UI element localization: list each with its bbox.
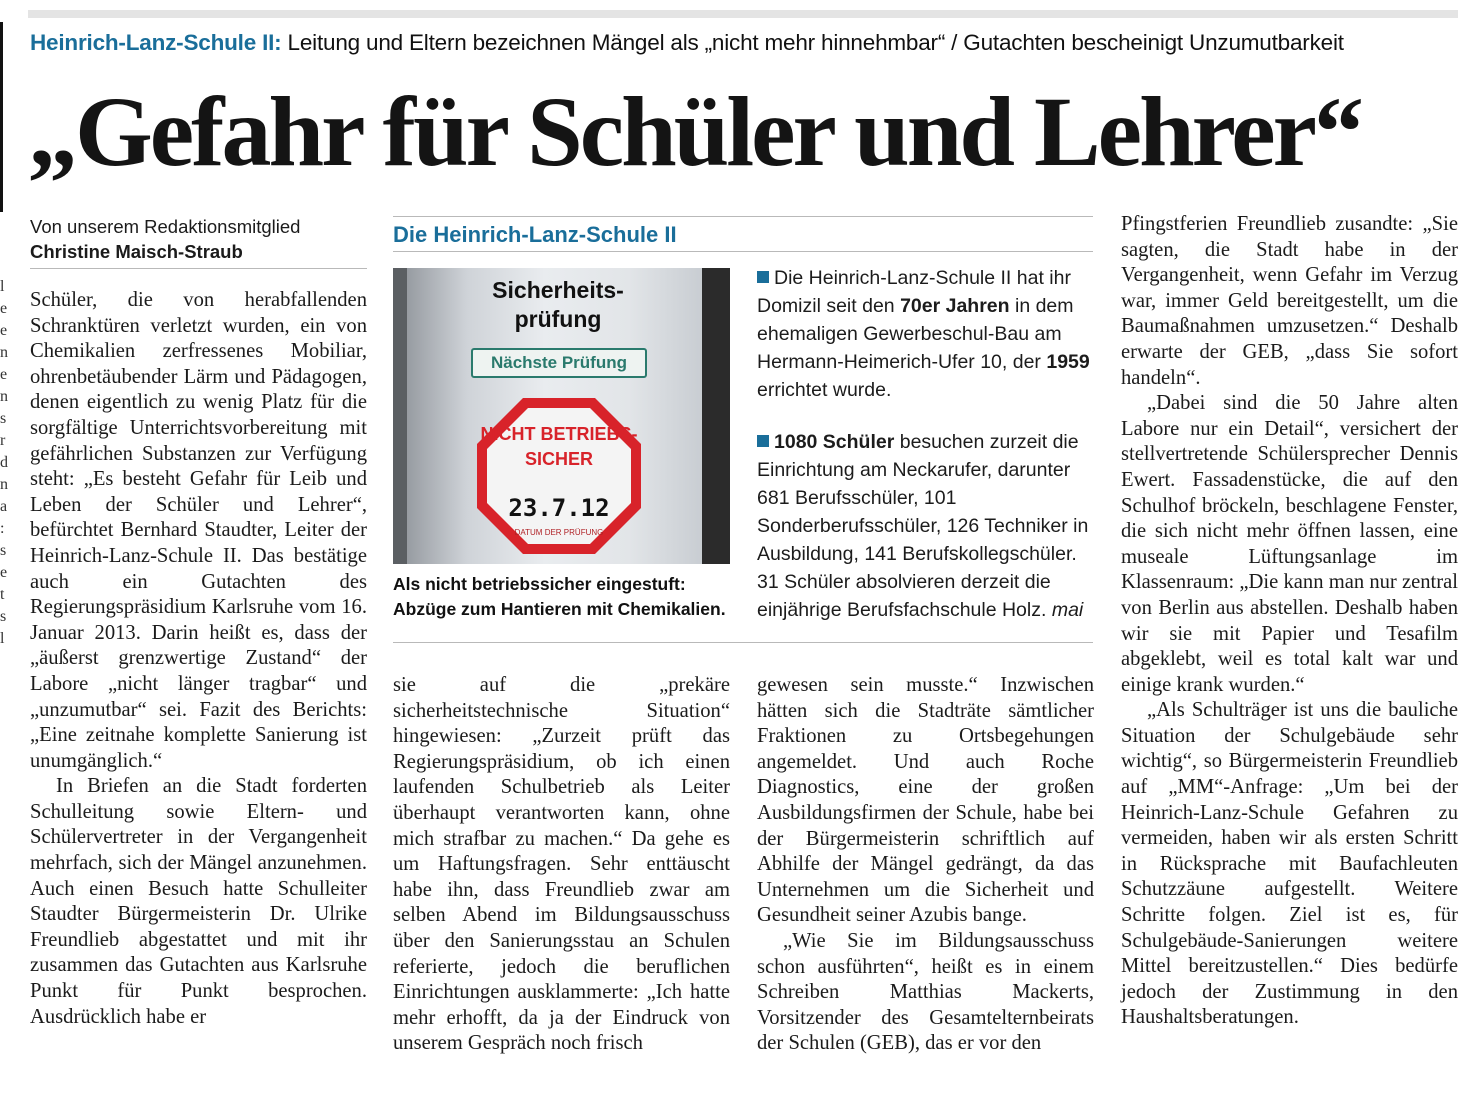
infobox-top-rule	[393, 216, 1093, 217]
warning-sticker	[473, 394, 645, 558]
kicker-lead: Heinrich-Lanz-Schule II:	[30, 30, 282, 55]
photo-next-test-label: Nächste Prüfung	[471, 348, 647, 378]
infobox-title-rule	[393, 251, 1093, 252]
fact-bullet-icon	[757, 271, 769, 283]
column1-paragraph-1: Schüler, die von herabfallenden Schranktüren verletzt wurden, ein von Chemikalien zerfressenes Mobiliar, ohrenbetäubender Lärm und Pädagogen, denen eigentlich zu wenig Platz für die sorgfältige Unterrichtsvorbereitung mit gefährlichen Substanzen zur Verfügung steht: „Es besteht Gefahr für Leib und Leben der Schüler und Lehrer“, befürchtet Bernhard Staudter, Leiter der Heinrich-Lanz-Schule II. Das bestätige auch ein Gutachten des Regierungspräsidium Karlsruhe vom 16. Januar 2013. Darin heißt es, dass der „äußerst grenzwertige Zustand“ der Labore „nicht länger tragbar“ und „unzumutbar“ sei. Fazit des Berichts: „Eine zeitnahe komplette Sanierung ist unumgänglich.“	[30, 289, 367, 772]
sticker-text: NICHT BETRIEBS-SICHER	[480, 424, 638, 469]
left-margin-rule	[0, 22, 3, 212]
column1-paragraph-2: In Briefen an die Stadt forderten Schulleitung sowie Eltern- und Schülervertreter in der Vergangenheit mehrfach, sich der Mängel anzunehmen. Auch einen Besuch hatte Schulleiter Staudter Bürgermeisterin Dr. Ulrike Freundlieb abgestattet und mit ihr zusammen das Gutachten aus Karlsruhe Punkt für Punkt besprochen. Ausdrücklich habe er	[30, 775, 367, 1028]
left-edge-fragments: l e e n e n s r d n a : s e t s l	[0, 278, 8, 647]
sticker-date: 23.7.12	[508, 494, 610, 522]
article-column-4	[1121, 212, 1458, 1031]
byline-rule	[30, 268, 367, 269]
headline: „Gefahr für Schüler und Lehrer“	[28, 76, 1362, 187]
infobox-bottom-rule	[393, 642, 1093, 643]
fact-1: Die Heinrich-Lanz-Schule II hat ihr Domizil seit den 70er Jahren in dem ehemaligen Gewerbeschul-Bau am Hermann-Heimerich-Ufer 10, der 1959 errichtet wurde.	[757, 267, 1090, 401]
photo-label-title: Sicherheits-prüfung	[492, 277, 624, 332]
byline-prefix: Von unserem Redaktionsmitglied	[30, 216, 301, 237]
article-column-3	[757, 673, 1094, 1057]
column2-paragraph-1: sie auf die „prekäre sicherheitstechnische Situation“ hingewiesen: „Zurzeit prüft das Regierungspräsidium, ob ich einen laufenden Schulbetrieb als Leiter überhaupt verantworten kann, ohne mich strafbar zu machen.“ Da gehe es um Haftungsfragen. Sehr enttäuscht habe ihn, dass Freundlieb zwar am selben Abend im Bildungsausschuss über den Sanierungsstau an Schulen referierte, jedoch die beruflichen Einrichtungen ausklammerte: „Ich hatte mehr erhofft, da ja der Eindruck von unserem Gespräch noch frisch	[393, 674, 730, 1055]
column3-paragraph-1: gewesen sein musste.“ Inzwischen hätten sich die Stadträte sämtlicher Fraktionen zu Ortsbegehungen angemeldet. Und auch Roche Diagnostics, eine der großen Ausbildungsfirmen der Schule, habe bei der Bürgermeisterin schriftlich auf Abhilfe der Mängel gedrängt, da das Unternehmen um die Sicherheit und Gesundheit seiner Azubis bange.	[757, 674, 1094, 927]
column3-paragraph-2: „Wie Sie im Bildungsausschuss schon ausführten“, heißt es in einem Schreiben Matthias Mackerts, Vorsitzender des Gesamtelternbeirats der Schulen (GEB), das er vor den	[757, 929, 1094, 1055]
column4-paragraph-1: Pfingstferien Freundlieb zusandte: „Sie sagten, die Stadt habe in der Vergangenheit, wenn Gefahr im Verzug war, immer Geld bereitgestellt, um die Baumaßnahmen umzusetzen.“ Deshalb erwarte der GEB, „dass Sie sofort handeln“.	[1121, 213, 1458, 389]
infobox-facts	[757, 264, 1102, 624]
top-divider	[28, 10, 1458, 18]
kicker-text: Leitung und Eltern bezeichnen Mängel als „nicht mehr hinnehmbar“ / Gutachten bescheinigt Unzumutbarkeit	[281, 30, 1344, 55]
infobox-title: Die Heinrich-Lanz-Schule II	[393, 222, 677, 247]
photo-caption: Als nicht betriebssicher eingestuft: Abzüge zum Hantieren mit Chemikalien.	[393, 574, 726, 619]
fact-bullet-icon	[757, 435, 769, 447]
fact-2: 1080 Schüler besuchen zurzeit die Einrichtung am Neckarufer, darunter 681 Berufsschüler, 101 Sonderberufsschüler, 126 Techniker in Ausbildung, 141 Berufskollegschüler. 31 Schüler absolvieren derzeit die einjährige Berufsfachschule Holz. mai	[757, 431, 1089, 621]
byline-author: Christine Maisch-Straub	[30, 241, 243, 262]
column4-paragraph-3: „Als Schulträger ist uns die bauliche Situation der Schulgebäude sehr wichtig“, so Bürgermeisterin Freundlieb auf „MM“-Anfrage: „Um bei der Heinrich-Lanz-Schule Gefahren zu vermeiden, haben wir als ersten Schritt in Rücksprache mit Baufachleuten Schutzzäune aufgestellt. Weitere Schritte folgen. Ziel ist es, für Schulgebäude-Sanierungen weitere Mittel bereitzustellen.“ Dies bedürfe jedoch der Zustimmung in den Haushaltsberatungen.	[1121, 699, 1458, 1029]
article-column-1	[30, 288, 367, 1030]
sticker-small-text: DATUM DER PRÜFUNG	[514, 528, 604, 537]
article-column-2	[393, 673, 730, 1057]
hood-photo	[393, 268, 730, 564]
kicker-line	[30, 30, 1460, 56]
column4-paragraph-2: „Dabei sind die 50 Jahre alten Labore nur ein Detail“, versichert der stellvertretende Schülersprecher Dennis Ewert. Fassadenstücke, die auf den Schulhof bröckeln, beschlagene Fenster, die sich nicht mehr öffnen lassen, eine museale Lüftungsanlage im Klassenraum: „Die kann man nur zentral von Berlin aus abstellen. Deshalb haben wir sie mit Papier und Tesafilm abgeklebt, weil es total kalt war und einige krank wurden.“	[1121, 392, 1458, 696]
byline	[30, 214, 370, 264]
